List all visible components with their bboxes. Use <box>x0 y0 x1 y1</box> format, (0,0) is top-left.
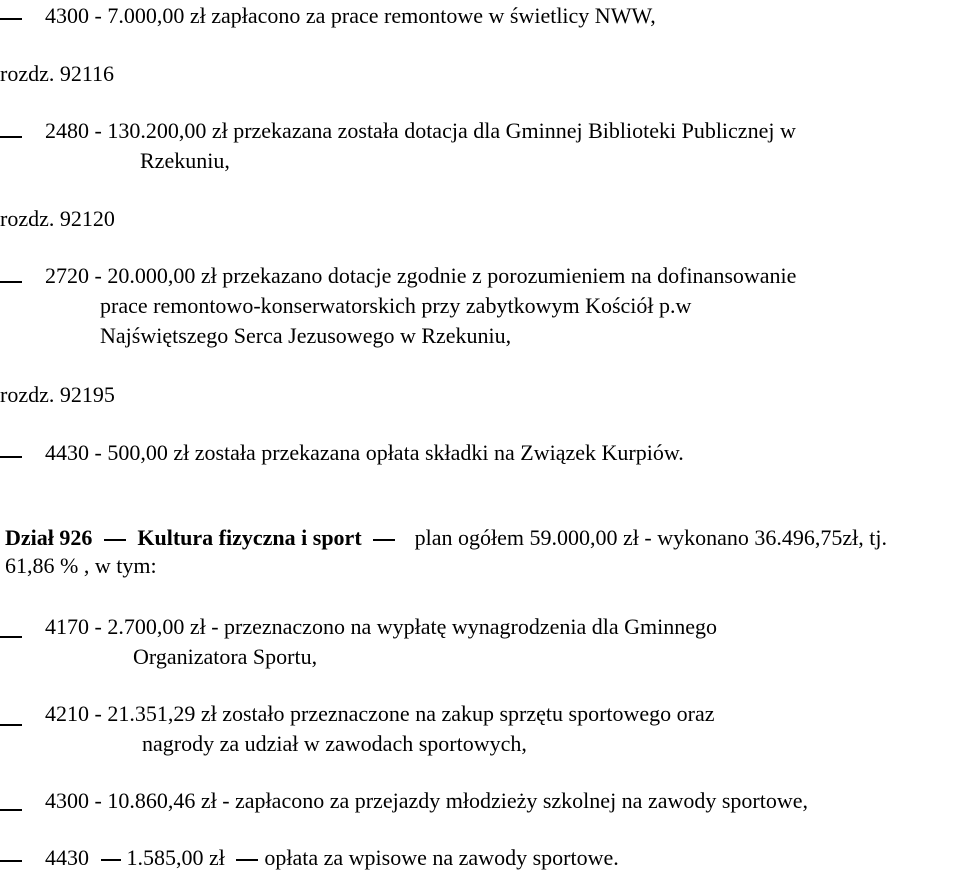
list-dash <box>0 456 22 458</box>
account-code: 4210 - <box>45 701 108 726</box>
list-dash <box>0 724 22 726</box>
item-text: 21.351,29 zł zostało przeznaczone na zakup sprzętu sportowego oraz <box>107 701 715 726</box>
item-continuation: nagrody za udział w zawodach sportowych, <box>142 731 527 756</box>
account-code: 4430 <box>45 845 89 870</box>
item-text: opłata za wpisowe na zawody sportowe. <box>264 845 619 870</box>
dash-glyph <box>236 859 258 861</box>
division-text: plan ogółem 59.000,00 zł - wykonano 36.496,75zł, tj. <box>414 525 887 550</box>
division-heading <box>5 525 887 551</box>
item-text: 130.200,00 zł przekazana została dotacja dla Gminnej Biblioteki Publicznej w <box>107 118 796 143</box>
division-name: Kultura fizyczna i sport <box>137 525 362 550</box>
section-heading: rozdz. 92195 <box>0 382 115 407</box>
item-continuation: Organizatora Sportu, <box>133 644 318 669</box>
account-code: 2480 - <box>45 118 108 143</box>
item-text: 20.000,00 zł przekazano dotacje zgodnie z porozumieniem na dofinansowanie <box>107 263 797 288</box>
list-dash <box>0 18 22 20</box>
account-code: 4170 - <box>45 614 108 639</box>
list-item <box>45 263 796 289</box>
account-code: 4300 - <box>45 788 108 813</box>
account-code: 4430 - <box>45 440 108 465</box>
item-continuation: prace remontowo-konserwatorskich przy zabytkowym Kościół p.w <box>100 293 692 318</box>
dash-glyph <box>373 539 395 541</box>
division-continuation: 61,86 % , w tym: <box>5 553 157 578</box>
list-dash <box>0 860 22 862</box>
item-text: 7.000,00 zł zapłacono za prace remontowe w świetlicy NWW, <box>107 3 656 28</box>
list-item <box>45 701 715 727</box>
list-item <box>45 845 619 871</box>
list-item <box>45 614 717 640</box>
list-item <box>45 118 796 144</box>
item-text: 10.860,46 zł - zapłacono za przejazdy młodzieży szkolnej na zawody sportowe, <box>107 788 809 813</box>
division-label: Dział 926 <box>5 525 93 550</box>
list-item <box>45 788 808 814</box>
list-dash <box>0 636 22 638</box>
section-heading: rozdz. 92116 <box>0 61 115 86</box>
item-text: 1.585,00 zł <box>126 845 225 870</box>
list-item <box>45 440 684 466</box>
list-dash <box>0 281 22 283</box>
list-dash <box>0 136 22 138</box>
item-text: 2.700,00 zł - przeznaczono na wypłatę wynagrodzenia dla Gminnego <box>107 614 717 639</box>
dash-glyph <box>101 859 121 861</box>
account-code: 4300 - <box>45 3 108 28</box>
item-text: 500,00 zł została przekazana opłata składki na Związek Kurpiów. <box>107 440 684 465</box>
item-continuation: Rzekuniu, <box>140 148 230 173</box>
list-dash <box>0 809 22 811</box>
list-item <box>45 3 656 29</box>
dash-glyph <box>104 539 126 541</box>
section-heading: rozdz. 92120 <box>0 206 115 231</box>
account-code: 2720 - <box>45 263 108 288</box>
item-continuation: Najświętszego Serca Jezusowego w Rzekuniu, <box>100 323 512 348</box>
